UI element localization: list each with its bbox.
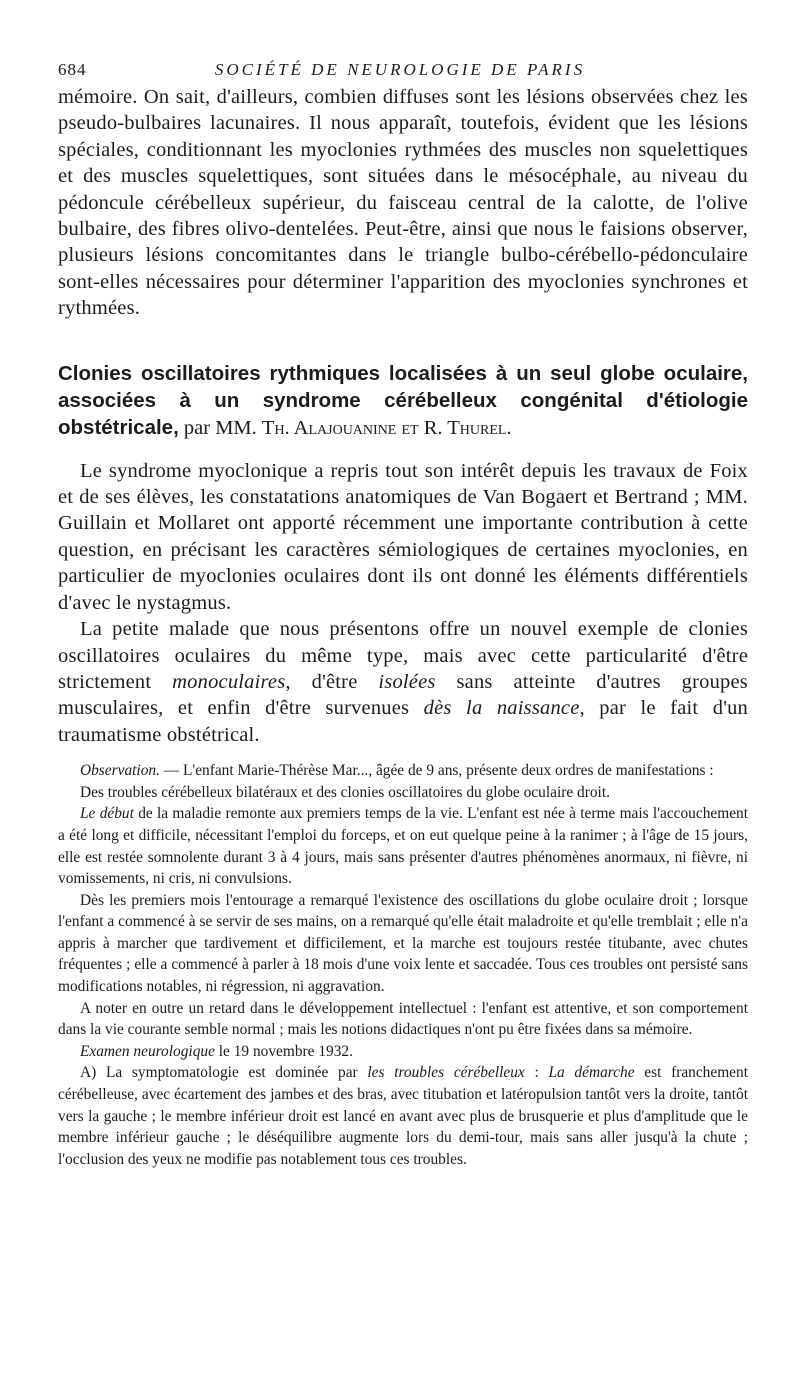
case-emphasis-naissance: dès la naissance xyxy=(423,697,580,720)
section-title: Clonies oscillatoires rythmiques localisées à un seul globe oculaire, associées à un syndrome cérébelleux congénital d'étiologie obstétricale, xyxy=(58,361,748,439)
symptom-text-2: : xyxy=(524,1064,549,1082)
observation-examen xyxy=(58,1041,748,1063)
case-text-1: La petite malade que nous présentons offre un nouvel exemple de clonies oscillatoires oculaires du même type, mais avec cette particularité d'être strictement xyxy=(58,618,748,693)
page-body xyxy=(58,84,748,1170)
symptom-text-1: A) La symptomatologie est dominée par xyxy=(80,1064,368,1082)
authors-prefix: par MM. xyxy=(178,416,262,439)
case-emphasis-monoculaires: monoculaires xyxy=(172,670,286,693)
debut-label: Le début xyxy=(80,805,134,823)
observation-troubles: Des troubles cérébelleux bilatéraux et des clonies oscillatoires du globe oculaire droit. xyxy=(80,783,610,801)
page-header xyxy=(58,60,742,86)
observation-premiers-mois: Dès les premiers mois l'entourage a remarqué l'existence des oscillations du globe oculaire droit ; lorsque l'enfant a commencé à se servir de ses mains, on a remarqué qu'elle était maladroite et qu'elle tremblait ; elle n'a appris à marcher que tardivement et difficilement, et la marche est toujours restée titubante, avec chutes fréquentes ; elle a commencé à parler à 18 mois d'une voix lente et saccadée. Tous ces troubles ont persisté sans modifications notables, ni régression, ni aggravation. xyxy=(58,891,748,996)
paragraph-case xyxy=(58,616,748,748)
case-text-3: sans atteinte d'autres groupes musculaires, et enfin d'être survenues xyxy=(58,670,748,720)
case-text-2: , d'être xyxy=(285,670,379,693)
section-authors: Th. Alajouanine et R. Thurel. xyxy=(261,416,512,439)
observation-symptomatologie xyxy=(58,1062,748,1170)
observation-debut xyxy=(58,803,748,889)
paragraph-continuation: mémoire. On sait, d'ailleurs, combien diffuses sont les lésions observées chez les pseudo-bulbaires lacunaires. Il nous apparaît, toutefois, évident que les lésions spéciales, conditionnant les myoclonies rythmées des muscles non squelettiques et des muscles squelettiques, sont situées dans le mésocéphale, au niveau du pédoncule cérébelleux supérieur, du faisceau central de la calotte, de l'olive bulbaire, des fibres olivo-dentelées. Peut-être, ainsi que nous le faisions observer, plusieurs lésions concomitantes dans le triangle bulbo-cérébello-pédonculaire sont-elles nécessaires pour déterminer l'apparition des myoclonies synchrones et rythmées. xyxy=(58,86,748,320)
symptom-emphasis-demarche: La démarche xyxy=(548,1064,635,1082)
examen-label: Examen neurologique xyxy=(80,1042,215,1060)
observation-paragraph xyxy=(58,760,748,782)
examen-text: le 19 novembre 1932. xyxy=(214,1042,353,1060)
observation-label: Observation. xyxy=(80,762,160,780)
page-number: 684 xyxy=(58,60,87,79)
case-emphasis-isolees: isolées xyxy=(378,670,436,693)
symptom-emphasis-troubles: les troubles cérébelleux xyxy=(367,1064,525,1082)
running-title: SOCIÉTÉ DE NEUROLOGIE DE PARIS xyxy=(214,60,586,79)
observation-text: — L'enfant Marie-Thérèse Mar..., âgée de 9 ans, présente deux ordres de manifestations : xyxy=(159,762,714,780)
symptom-text-3: est franchement cérébelleuse, avec écartement des jambes et des bras, avec titubation et latéropulsion tantôt vers la droite, tantôt vers la gauche ; le membre inférieur droit est lancé en avant avec plus de brusquerie et plus d'amplitude que le membre inférieur gauche ; le déséquilibre augmente lors du demi-tour, mais sans aller jusqu'à la chute ; l'occlusion des yeux ne modifie pas notablement tous ces troubles. xyxy=(58,1064,748,1168)
section-heading xyxy=(58,360,748,442)
observation-retard: A noter en outre un retard dans le développement intellectuel : l'enfant est attentive, et son comportement dans la vie courante semble normal ; mais les notions didactiques n'ont pu être fixées dans sa mémoire. xyxy=(58,999,748,1039)
case-text-4: , par le fait d'un traumatisme obstétrical. xyxy=(58,697,748,746)
paragraph-intro: Le syndrome myoclonique a repris tout son intérêt depuis les travaux de Foix et de ses élèves, les constatations anatomiques de Van Bogaert et Bertrand ; MM. Guillain et Mollaret ont apporté récemment une importante contribution à cette question, en précisant les caractères sémiologiques de certaines myoclonies, en particulier de myoclonies oculaires dont ils ont donné les éléments différentiels d'avec le nystagmus. xyxy=(58,459,748,614)
debut-text: de la maladie remonte aux premiers temps de la vie. L'enfant est née à terme mais l'accouchement a été long et difficile, nécessitant l'emploi du forceps, et on eut quelque peine à la ranimer ; à l'âge de 15 jours, elle est restée somnolente durant 3 à 4 jours, mais sans présenter d'autres phénomènes anormaux, ni fièvre, ni vomissements, ni cris, ni convulsions. xyxy=(58,805,748,888)
